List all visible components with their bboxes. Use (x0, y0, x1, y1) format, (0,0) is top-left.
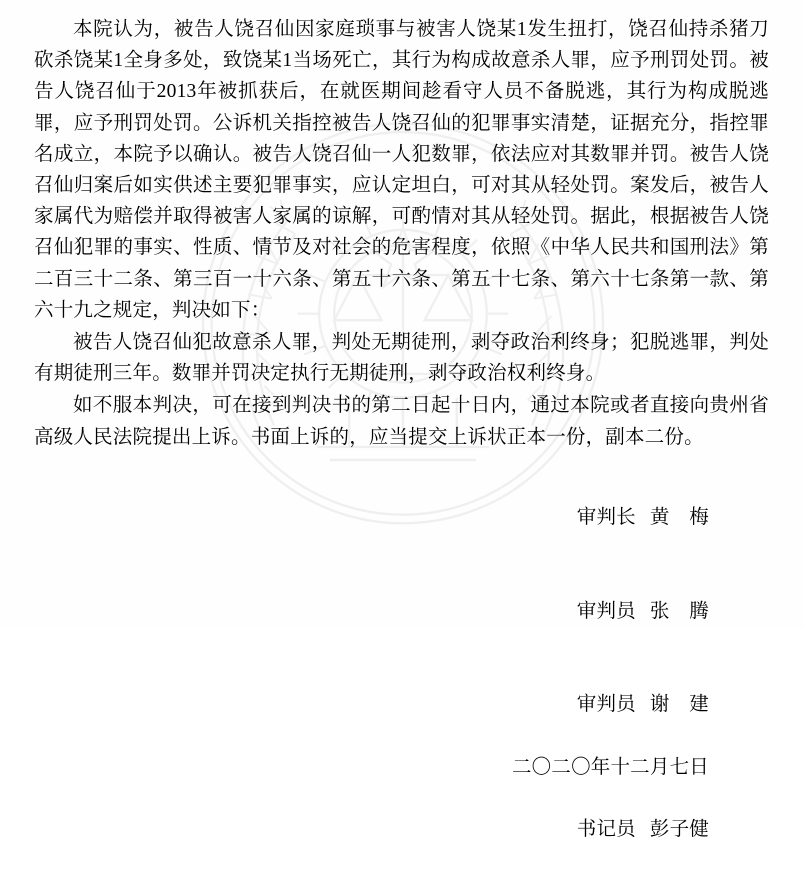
signature-judge-1 (34, 564, 709, 658)
signature-judge-2 (34, 658, 709, 752)
clerk-name: 彭子健 (649, 819, 709, 841)
paragraph-sentence: 被告人饶召仙犯故意杀人罪，判处无期徒刑，剥夺政治利终身；犯脱逃罪，判处有期徒刑三年。数罪并罚决定执行无期徒刑，剥夺政治权利终身。 (34, 332, 769, 385)
judgment-date: 二〇二〇年十二月七日 (511, 756, 709, 778)
signature-clerk (34, 783, 709, 876)
signature-block (34, 471, 769, 876)
paragraph-appeal-notice: 如不服本判决，可在接到判决书的第二日起十日内，通过本院或者直接向贵州省高级人民法院提出上诉。书面上诉的，应当提交上诉状正本一份，副本二份。 (34, 395, 769, 448)
signature-presiding-judge (34, 471, 709, 565)
signature-name-2: 谢 建 (649, 694, 709, 716)
signature-role-1: 审判员 (576, 600, 636, 622)
signature-name-1: 张 腾 (649, 600, 709, 622)
paragraph-reasoning: 本院认为，被告人饶召仙因家庭琐事与被害人饶某1发生扭打，饶召仙持杀猪刀砍杀饶某1全身多处，致饶某1当场死亡，其行为构成故意杀人罪，应予刑罚处罚。被告人饶召仙于2013年被抓获后，在就医期间趁看守人员不备脱逃，其行为构成脱逃罪，应予刑罚处罚。公诉机关指控被告人饶召仙的犯罪事实清楚，证据充分，指控罪名成立，本院予以确认。被告人饶召仙一人犯数罪，依法应对其数罪并罚。被告人饶召仙归案后如实供述主要犯罪事实，应认定坦白，可对其从轻处罚。案发后，被告人家属代为赔偿并取得被害人家属的谅解，可酌情对其从轻处罚。据此，根据被告人饶召仙犯罪的事实、性质、情节及对社会的危害程度，依照《中华人民共和国刑法》第二百三十二条、第三百一十六条、第五十六条、第五十七条、第六十七条第一款、第六十九之规定，判决如下： (34, 19, 769, 321)
signature-name-0: 黄 梅 (649, 507, 709, 529)
signature-role-0: 审判长 (576, 507, 636, 529)
signature-role-2: 审判员 (576, 694, 636, 716)
clerk-role: 书记员 (576, 819, 636, 841)
